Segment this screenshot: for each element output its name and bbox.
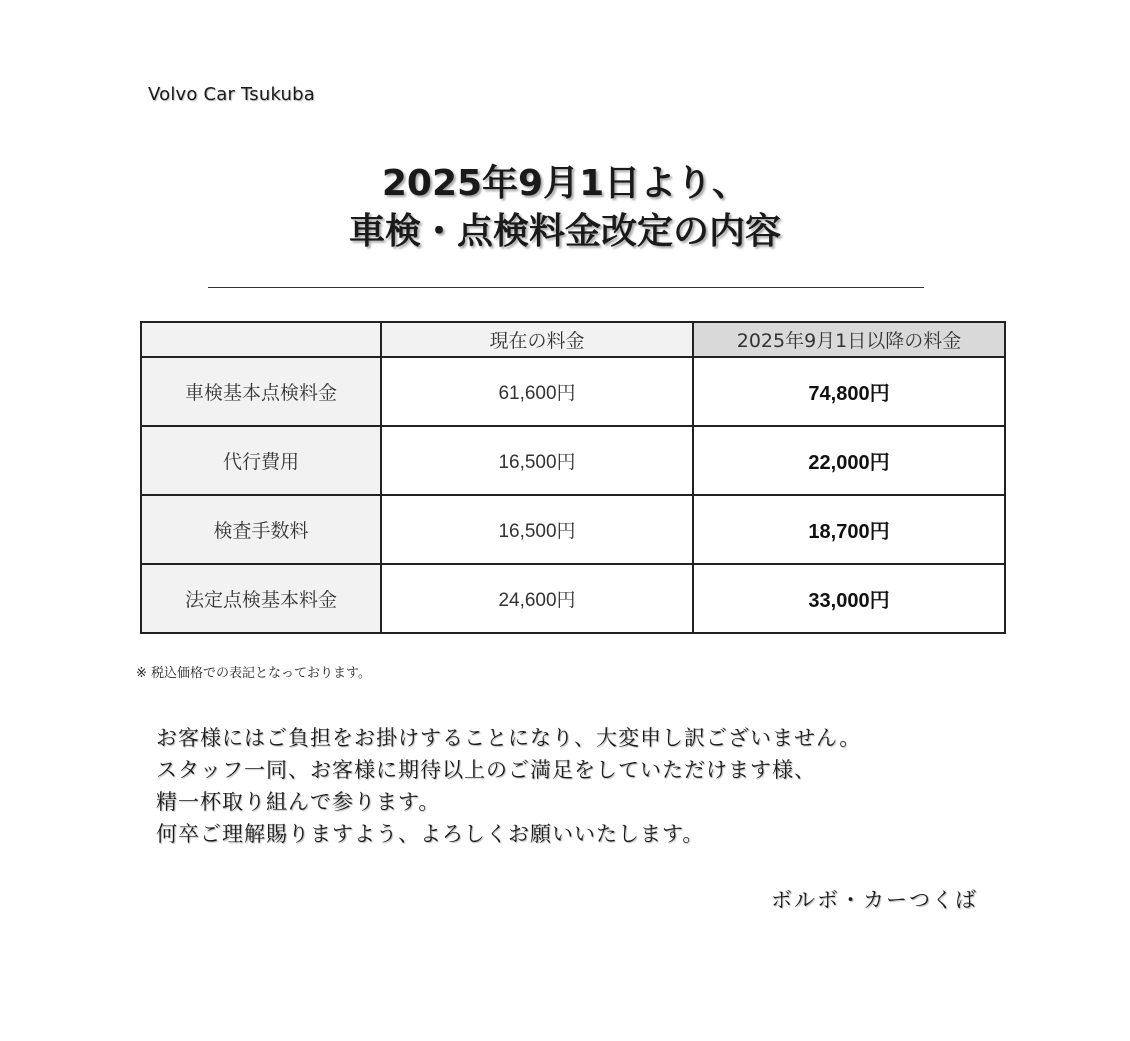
signature: ボルボ・カーつくば: [771, 888, 978, 912]
current-fee-value: 16,500円: [381, 426, 693, 495]
brand-name: Volvo Car Tsukuba: [148, 84, 315, 105]
tax-note: ※ 税込価格での表記となっております。: [136, 666, 371, 681]
title-line-2: 車検・点検料金改定の内容: [348, 211, 781, 252]
new-fee-value: 18,700円: [693, 495, 1005, 564]
table-header-row: [141, 322, 1005, 357]
message-line-4: 何卒ご理解賜りますよう、よろしくお願いいたします。: [156, 822, 705, 846]
page-title: [0, 160, 1130, 256]
header-current-fee: 現在の料金: [381, 322, 693, 357]
table-row: [141, 564, 1005, 633]
message-line-1: お客様にはご負担をお掛けすることになり、大変申し訳ございません。: [156, 726, 862, 750]
message-line-2: スタッフ一同、お客様に期待以上のご満足をしていただけます様、: [156, 758, 816, 782]
header-blank: [141, 322, 381, 357]
table-row: [141, 357, 1005, 426]
current-fee-value: 16,500円: [381, 495, 693, 564]
new-fee-value: 74,800円: [693, 357, 1005, 426]
current-fee-value: 61,600円: [381, 357, 693, 426]
current-fee-value: 24,600円: [381, 564, 693, 633]
new-fee-value: 33,000円: [693, 564, 1005, 633]
apology-message: [156, 722, 861, 850]
title-line-1: 2025年9月1日より、: [381, 163, 749, 204]
fee-table: [140, 321, 1006, 634]
title-divider: [208, 287, 924, 288]
header-new-fee: 2025年9月1日以降の料金: [693, 322, 1005, 357]
message-line-3: 精一杯取り組んで参ります。: [156, 790, 441, 814]
row-label: 代行費用: [141, 426, 381, 495]
table-row: [141, 426, 1005, 495]
row-label: 検査手数料: [141, 495, 381, 564]
table-row: [141, 495, 1005, 564]
row-label: 車検基本点検料金: [141, 357, 381, 426]
row-label: 法定点検基本料金: [141, 564, 381, 633]
new-fee-value: 22,000円: [693, 426, 1005, 495]
